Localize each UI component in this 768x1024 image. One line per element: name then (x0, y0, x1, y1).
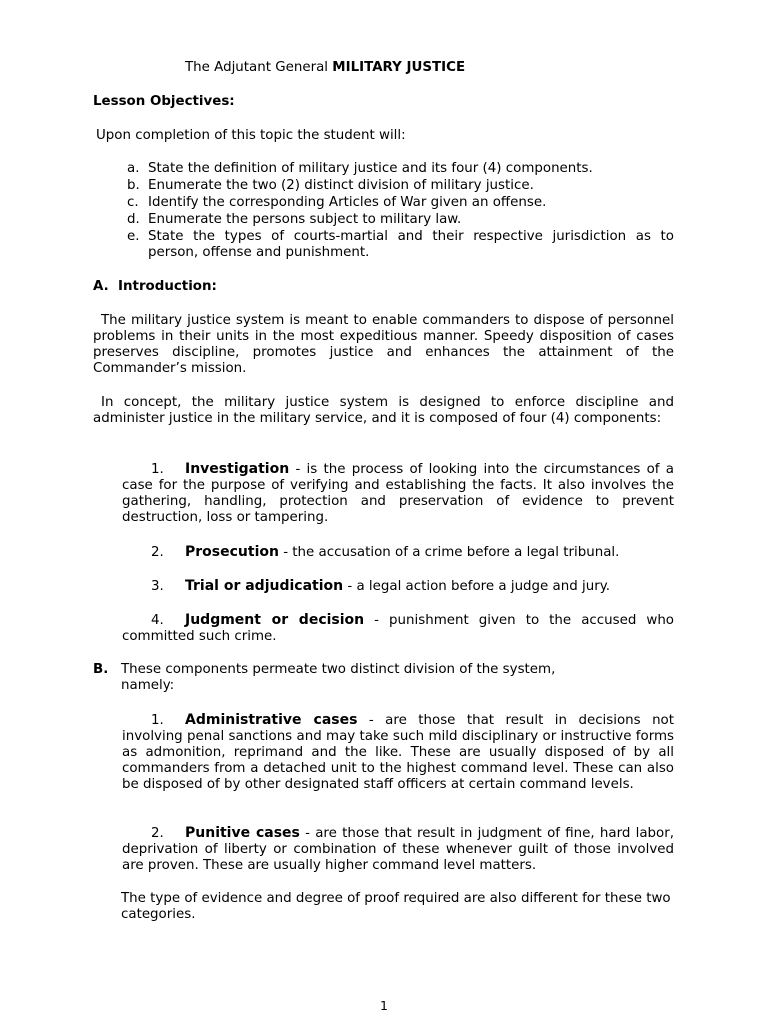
division-item-administrative (122, 712, 674, 793)
component-term: Investigation (185, 461, 290, 477)
title-prefix: The Adjutant General (185, 60, 333, 75)
objective-item (127, 161, 674, 177)
objective-text: State the types of courts-martial and their respective jurisdiction as to person, offense and punishment. (148, 229, 674, 260)
division-desc: - are those that result in judgment of fine, hard labor, deprivation of liberty or combination of these whenever guilt of those involved are proven. These are usually higher command level matters. (122, 826, 674, 873)
component-desc: - is the process of looking into the circumstances of a case for the purpose of verifying and establishing the facts. It also involves the gathering, handling, protection and preservation of evidence to prevent destruction, loss or tampering. (122, 462, 674, 525)
component-item-investigation (122, 461, 674, 526)
division-number: 1. (151, 713, 164, 728)
component-desc: - a legal action before a judge and jury. (343, 579, 610, 594)
component-desc: - the accusation of a crime before a legal tribunal. (278, 545, 620, 560)
objective-item (127, 212, 674, 228)
component-term: Trial or adjudication (185, 578, 344, 594)
objective-text: Enumerate the persons subject to military law. (148, 212, 462, 227)
objectives-intro: Upon completion of this topic the student will: (96, 128, 406, 143)
component-desc: - punishment given to the accused who committed such crime. (122, 613, 675, 644)
division-desc: - are those that result in decisions not involving penal sanctions and may take such mild disciplinary or instructive forms as admonition, reprimand and the like. These are usually disposed of by all commanders from a detached unit to the highest command level. These can also be disposed of by other designated staff officers at certain command levels. (122, 713, 674, 792)
component-number: 2. (151, 545, 164, 560)
component-item-trial (122, 578, 674, 595)
objective-marker: a. (127, 161, 140, 176)
component-term: Prosecution (185, 544, 279, 560)
component-item-judgment (122, 612, 674, 645)
division-term: Administrative cases (185, 712, 358, 728)
section-a-heading (93, 279, 217, 295)
objective-text: State the definition of military justice and its four (4) components. (148, 161, 593, 176)
division-number: 2. (151, 826, 164, 841)
document-title (185, 60, 465, 76)
objective-marker: c. (127, 195, 139, 210)
division-term: Punitive cases (185, 825, 300, 841)
objective-marker: d. (127, 212, 140, 227)
objective-text: Identify the corresponding Articles of War given an offense. (148, 195, 547, 210)
section-b-text: These components permeate two distinct division of the system, namely: (121, 662, 556, 693)
intro-paragraph-2: In concept, the military justice system is designed to enforce discipline and administer justice in the military service, and it is composed of four (4) components: (93, 395, 674, 426)
division-item-punitive (122, 825, 674, 874)
intro-paragraph-1: The military justice system is meant to enable commanders to dispose of personnel problems in their units in the most expeditious manner. Speedy disposition of cases preserves discipline, promotes justice and enhances the attainment of the Commander’s mission. (93, 313, 674, 376)
section-a-title: Introduction: (118, 279, 217, 294)
section-a-label: A. (93, 279, 109, 294)
objective-marker: b. (127, 178, 140, 193)
component-number: 4. (151, 613, 164, 628)
objectives-heading: Lesson Objectives: (93, 94, 235, 109)
component-term: Judgment or decision (185, 612, 365, 628)
objectives-list (127, 161, 674, 262)
title-bold: MILITARY JUSTICE (332, 60, 466, 75)
objective-item (127, 229, 674, 261)
objective-item (127, 178, 674, 194)
component-number: 1. (151, 462, 164, 477)
page-number: 1 (380, 998, 388, 1013)
section-b-label: B. (93, 662, 109, 677)
objective-item (127, 195, 674, 211)
closing-paragraph: The type of evidence and degree of proof required are also different for these two categories. (121, 891, 671, 922)
objective-text: Enumerate the two (2) distinct division of military justice. (148, 178, 534, 193)
objective-marker: e. (127, 229, 140, 244)
component-number: 3. (151, 579, 164, 594)
component-item-prosecution (122, 544, 674, 561)
